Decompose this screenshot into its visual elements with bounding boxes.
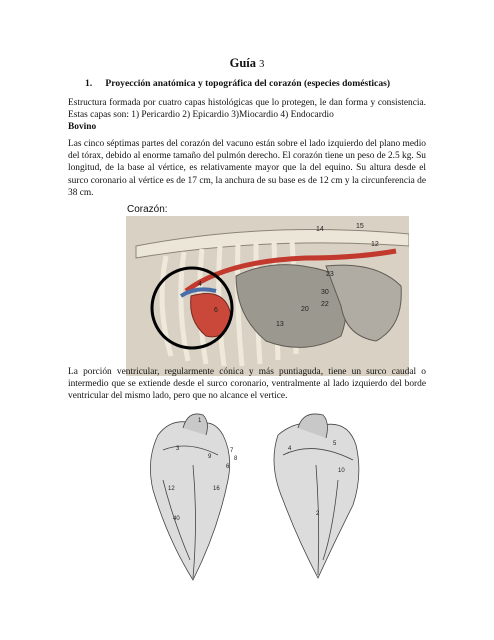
- page-title-number: 3: [259, 59, 265, 70]
- figure2-label: 9: [208, 454, 212, 460]
- intro-text: Estructura formada por cuatro capas histológicas que lo protegen, le dan forma y consistencia. Estas capas son: 1) Pericardio 2) Epicardio 3)Miocardio 4) Endocardio: [68, 98, 426, 121]
- section-number: 1.: [85, 78, 93, 89]
- figure2-label: 40: [173, 516, 180, 522]
- figure2-label: 10: [338, 468, 345, 474]
- figure1-label: 14: [316, 226, 324, 233]
- heart-drawings-figure: [138, 410, 368, 585]
- bovine-thorax-figure: [126, 216, 409, 376]
- bovino-paragraph: Las cinco séptimas partes del corazón del vacuno están sobre el lado izquierdo del plano medio del tórax, debido al enorme tamaño del pulmón derecho. El corazón tiene un peso de 2.5 kg. Su longitud, de la base al vértice, es relativamente mayor que la del equino. Su altura desde el surco coronario al vértice es de 17 cm, la anchura de su base es de 12 cm y la circunferencia de 38 cm.: [68, 139, 426, 198]
- intro-paragraph: [68, 97, 426, 134]
- figure1-label: 23: [326, 271, 334, 278]
- section-title: Proyección anatómica y topográfica del corazón (especies domésticas): [105, 78, 391, 89]
- figure1-label: 22: [321, 301, 329, 308]
- figure2-label: 1: [198, 418, 202, 424]
- figure2-label: 4: [288, 446, 292, 452]
- figure2-label: 12: [168, 486, 175, 492]
- page-title-text: Guía: [229, 56, 257, 70]
- figure1-label: 12: [371, 241, 379, 248]
- ventricle-paragraph: La porción ventricular, regularmente cónica y más puntiaguda, tiene un surco caudal o intermedio que se extiende desde el surco coronario, ventralmente al lado izquierdo del borde ventricular del mismo lado, pero que no alcance el vertice.: [68, 367, 426, 402]
- figure1-label: 13: [276, 321, 284, 328]
- figure1-caption: Corazón:: [127, 204, 168, 215]
- figure2-label: 16: [213, 486, 220, 492]
- figure2-label: 7: [230, 448, 234, 454]
- figure2-label: 3: [176, 446, 180, 452]
- figure1-label: 20: [301, 306, 309, 313]
- figure1-label: 4: [198, 281, 202, 288]
- figure2-label: 8: [234, 456, 238, 462]
- figure1-label: 6: [214, 307, 218, 314]
- section-heading: [85, 78, 390, 89]
- figure1-label: 30: [321, 289, 329, 296]
- species-heading: Bovino: [68, 122, 97, 133]
- figure2-label: 2: [316, 511, 320, 517]
- page-title: [0, 56, 494, 71]
- figure2-label: 6: [226, 464, 230, 470]
- figure1-label: 15: [356, 223, 364, 230]
- figure2-label: 5: [333, 441, 337, 447]
